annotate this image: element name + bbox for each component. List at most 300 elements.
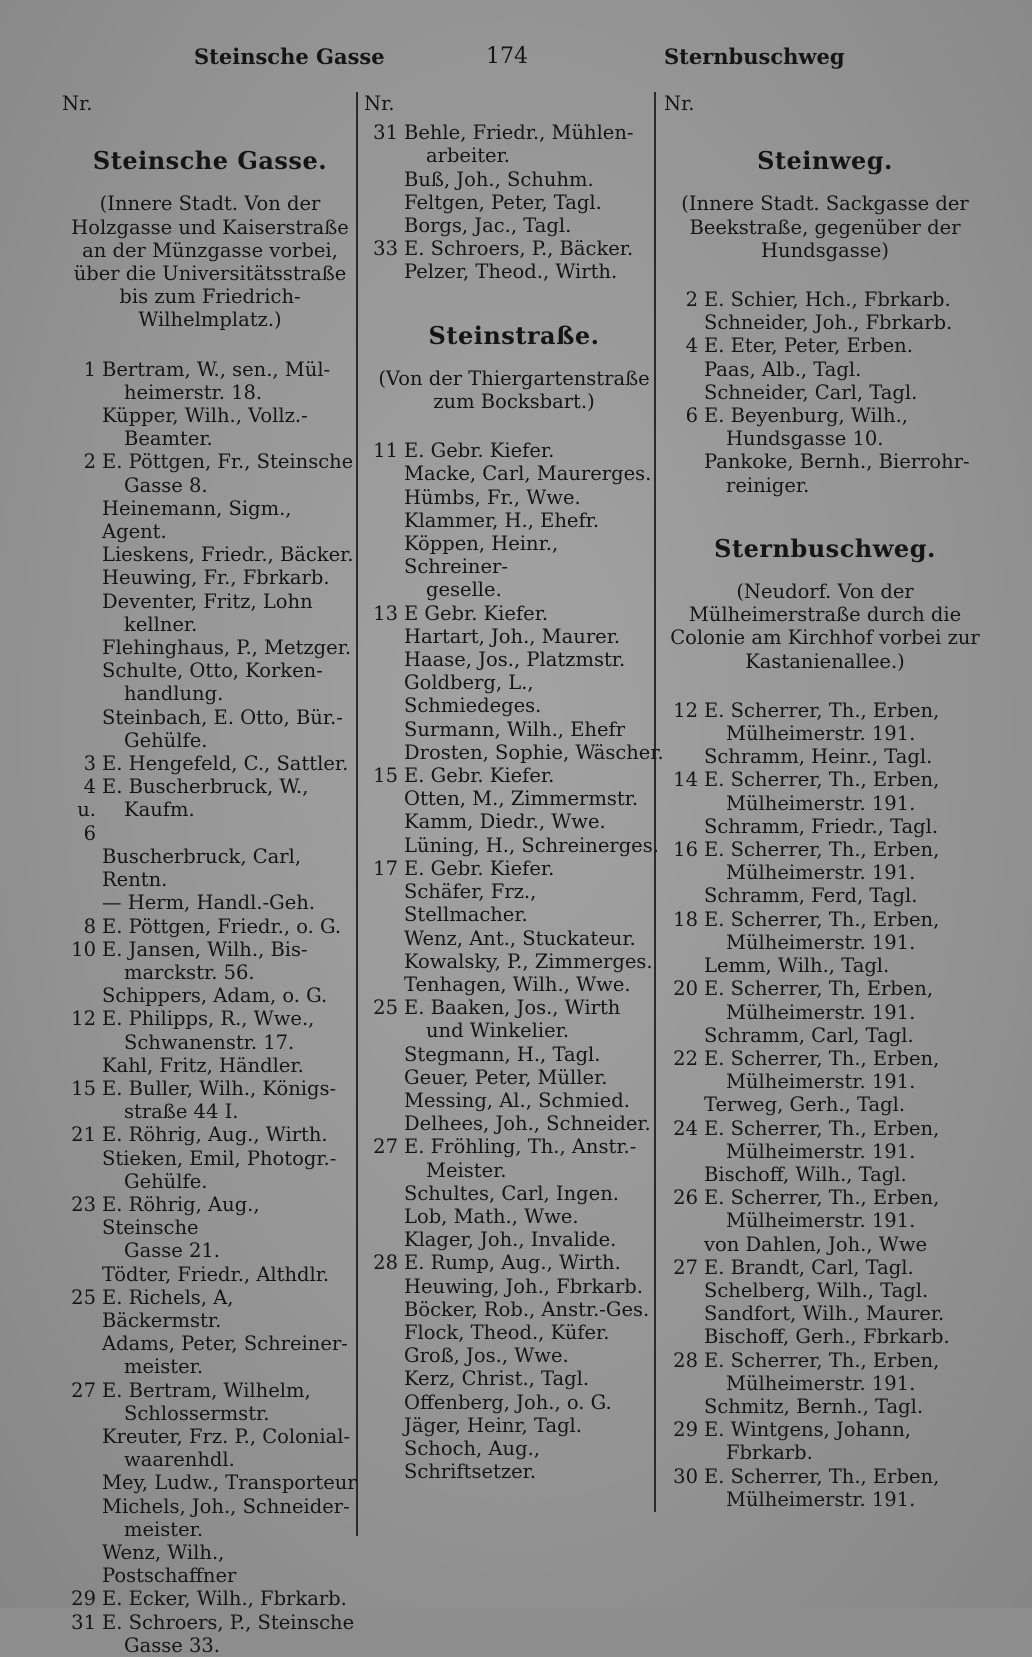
- street-section: [364, 320, 664, 1484]
- entry-line: Wenz, Ant., Stuckateur.: [404, 926, 636, 950]
- directory-entry: [62, 1147, 358, 1193]
- entry-text: [404, 625, 664, 648]
- directory-entry: [364, 1089, 664, 1112]
- entry-line: Stegmann, H., Tagl.: [404, 1042, 601, 1066]
- entry-line: Schultes, Carl, Ingen.: [404, 1181, 619, 1205]
- directory-entry: [664, 1395, 986, 1418]
- entry-continuation: Beamter.: [124, 427, 213, 451]
- entry-text: [404, 1089, 664, 1112]
- entry-text: [102, 1077, 358, 1123]
- entry-text: [102, 1123, 358, 1146]
- entry-continuation: Gasse 21.: [124, 1239, 220, 1263]
- entry-text: [404, 1182, 664, 1205]
- directory-entry: [664, 358, 986, 381]
- street-section: [664, 146, 986, 497]
- entry-line: E. Schier, Hch., Fbrkarb.: [704, 288, 951, 312]
- running-head-right: Sternbuschweg: [664, 44, 845, 69]
- directory-entry: [364, 1414, 664, 1437]
- directory-entry: [62, 590, 358, 636]
- entry-line: Behle, Friedr., Mühlen-: [404, 121, 634, 145]
- directory-entry: [664, 1186, 986, 1232]
- entry-line: Köppen, Heinr., Schreiner-: [404, 532, 559, 579]
- directory-entry: [62, 1263, 358, 1286]
- directory-entry: [664, 1117, 986, 1163]
- entry-line: Klager, Joh., Invalide.: [404, 1228, 617, 1252]
- entry-line: Mey, Ludw., Transporteur: [102, 1471, 357, 1495]
- directory-entry: [364, 509, 664, 532]
- entry-continuation: reiniger.: [726, 473, 810, 497]
- column-1: [62, 92, 358, 1657]
- entry-line: Kahl, Fritz, Händler.: [102, 1053, 304, 1077]
- column-3: [664, 92, 986, 1511]
- house-number: 29: [673, 1418, 698, 1442]
- house-number: 33: [373, 237, 398, 261]
- directory-entry: [62, 358, 358, 404]
- entry-continuation: Mülheimerstr. 191.: [726, 1070, 916, 1094]
- entry-text: [704, 908, 986, 954]
- entry-text: [704, 838, 986, 884]
- house-number: 4: [685, 334, 698, 358]
- entry-continuation: Mülheimerstr. 191.: [726, 1000, 916, 1024]
- entry-text: [704, 1349, 986, 1395]
- entry-text: [102, 1286, 358, 1332]
- entry-text: [404, 810, 664, 833]
- entry-continuation: Schwanenstr. 17.: [124, 1030, 295, 1054]
- entry-line: Schramm, Friedr., Tagl.: [704, 814, 939, 838]
- directory-entry: [364, 1251, 664, 1274]
- directory-entry: [62, 1193, 358, 1263]
- entry-line: E. Scherrer, Th., Erben,: [704, 1116, 940, 1140]
- directory-entry: [364, 1066, 664, 1089]
- directory-entry: [364, 260, 664, 283]
- entry-text: [102, 590, 358, 636]
- house-number: 2: [685, 288, 698, 312]
- directory-entry: [364, 880, 664, 926]
- house-number: 10: [71, 937, 96, 961]
- entry-continuation: arbeiter.: [426, 144, 510, 168]
- entry-line: Schäfer, Frz., Stellmacher.: [404, 880, 537, 927]
- entry-line: E. Scherrer, Th., Erben,: [704, 698, 940, 722]
- entry-line: E. Scherrer, Th., Erben,: [704, 1046, 940, 1070]
- entry-line: Schramm, Carl, Tagl.: [704, 1023, 914, 1047]
- entry-text: [404, 1367, 664, 1390]
- directory-entry: [364, 787, 664, 810]
- entry-text: [102, 404, 358, 450]
- entry-continuation: Mülheimerstr. 191.: [726, 791, 916, 815]
- directory-entry: [664, 288, 986, 311]
- entry-text: [102, 1332, 358, 1378]
- directory-entry: [364, 168, 664, 191]
- entry-text: [102, 845, 358, 891]
- entry-text: [404, 1391, 664, 1414]
- entry-text: [704, 1093, 986, 1116]
- entry-text: [404, 462, 664, 485]
- directory-entry: [664, 1163, 986, 1186]
- entry-line: E. Hengefeld, C., Sattler.: [102, 752, 349, 776]
- house-number: 28: [373, 1251, 398, 1275]
- directory-entry: [62, 1007, 358, 1053]
- entry-line: Tödter, Friedr., Althdlr.: [102, 1262, 330, 1286]
- house-number: 15: [373, 764, 398, 788]
- directory-entry: [364, 532, 664, 602]
- entry-line: Hartart, Joh., Maurer.: [404, 624, 621, 648]
- directory-entry: [62, 543, 358, 566]
- directory-entry: [664, 1465, 986, 1511]
- house-number: 11: [373, 439, 398, 463]
- directory-entry: [664, 954, 986, 977]
- entry-line: E. Scherrer, Th., Erben,: [704, 1348, 940, 1372]
- entry-line: Messing, Al., Schmied.: [404, 1088, 630, 1112]
- entry-line: Terweg, Gerh., Tagl.: [704, 1093, 906, 1117]
- directory-entry: [62, 404, 358, 450]
- house-number: 27: [71, 1378, 96, 1402]
- directory-entry: [664, 1349, 986, 1395]
- directory-entry: [364, 237, 664, 260]
- directory-entry: [364, 1275, 664, 1298]
- entry-line: E. Beyenburg, Wilh.,: [704, 404, 908, 428]
- entry-text: [102, 659, 358, 705]
- entry-line: Goldberg, L., Schmiedeges.: [404, 671, 542, 718]
- entry-text: [404, 973, 664, 996]
- entry-text: [102, 938, 358, 984]
- entry-text: [404, 168, 664, 191]
- directory-entry: [664, 404, 986, 450]
- entry-text: [404, 1298, 664, 1321]
- entry-text: [102, 1007, 358, 1053]
- entry-line: Otten, M., Zimmermstr.: [404, 787, 639, 811]
- directory-entry: [62, 775, 358, 845]
- entry-text: [102, 1425, 358, 1471]
- entry-line: Kerz, Christ., Tagl.: [404, 1367, 590, 1391]
- entry-line: E. Jansen, Wilh., Bis-: [102, 937, 308, 961]
- entry-continuation: Mülheimerstr. 191.: [726, 722, 916, 746]
- street-section: [364, 121, 664, 283]
- entry-text: [102, 1541, 358, 1587]
- entry-line: Bischoff, Gerh., Fbrkarb.: [704, 1325, 950, 1349]
- entry-text: [404, 996, 664, 1042]
- entry-text: [704, 1418, 986, 1464]
- entry-line: Bertram, W., sen., Mül-: [102, 357, 331, 381]
- directory-entry: [664, 815, 986, 838]
- directory-entry: [62, 1054, 358, 1077]
- entry-line: Schramm, Heinr., Tagl.: [704, 745, 933, 769]
- entry-continuation: heimerstr. 18.: [124, 380, 263, 404]
- house-number: 30: [673, 1464, 698, 1488]
- directory-entry: [62, 915, 358, 938]
- street-title: Steinstraße.: [428, 320, 600, 350]
- entry-text: [102, 752, 358, 775]
- entry-text: [704, 699, 986, 745]
- directory-entry: [364, 950, 664, 973]
- entry-continuation: Mülheimerstr. 191.: [726, 1139, 916, 1163]
- entry-line: E Gebr. Kiefer.: [404, 601, 549, 625]
- directory-entry: [664, 977, 986, 1023]
- entry-line: Kreuter, Frz. P., Colonial-: [102, 1424, 351, 1448]
- entry-text: [404, 214, 664, 237]
- column-2: [364, 92, 664, 1483]
- entry-text: [704, 1302, 986, 1325]
- entry-text: [404, 1251, 664, 1274]
- entry-line: E. Scherrer, Th., Erben,: [704, 768, 940, 792]
- entry-continuation: Mülheimerstr. 191.: [726, 861, 916, 885]
- entry-line: Stieken, Emil, Photogr.-: [102, 1146, 337, 1170]
- entry-text: [404, 718, 664, 741]
- column-nr-label: Nr.: [664, 92, 695, 115]
- directory-entry: [664, 1047, 986, 1093]
- entry-line: E. Schroers, P., Steinsche: [102, 1610, 355, 1634]
- entry-text: [404, 671, 664, 717]
- house-number: 31: [71, 1610, 96, 1634]
- entry-line: Adams, Peter, Schreiner-: [102, 1332, 348, 1356]
- directory-entry: [62, 1541, 358, 1587]
- entry-line: E. Rump, Aug., Wirth.: [404, 1251, 621, 1275]
- entry-line: Geuer, Peter, Müller.: [404, 1065, 608, 1089]
- street-title: Sternbuschweg.: [714, 533, 936, 563]
- house-number: 29: [71, 1587, 96, 1611]
- house-number: 21: [71, 1123, 96, 1147]
- entry-continuation: marckstr. 56.: [124, 960, 255, 984]
- entry-line: E. Gebr. Kiefer.: [404, 764, 555, 788]
- entry-continuation: Mülheimerstr. 191.: [726, 1209, 916, 1233]
- directory-entry: [364, 834, 664, 857]
- entry-text: [704, 1117, 986, 1163]
- directory-entry: [664, 1093, 986, 1116]
- entry-text: [704, 450, 986, 496]
- directory-entry: [62, 1286, 358, 1332]
- directory-entry: [62, 1077, 358, 1123]
- street-title: Steinweg.: [757, 146, 893, 176]
- entry-line: Flehinghaus, P., Metzger.: [102, 636, 352, 660]
- entry-text: [404, 648, 664, 671]
- directory-entry: [62, 1495, 358, 1541]
- entry-line: Buß, Joh., Schuhm.: [404, 167, 594, 191]
- directory-entry: [664, 381, 986, 404]
- entry-text: [404, 857, 664, 880]
- entry-continuation: Mülheimerstr. 191.: [726, 1487, 916, 1511]
- house-number: 26: [673, 1186, 698, 1210]
- entry-text: [404, 1228, 664, 1251]
- entry-text: [404, 1414, 664, 1437]
- entry-line: Borgs, Jac., Tagl.: [404, 214, 572, 238]
- entry-text: [102, 358, 358, 404]
- entry-line: Schulte, Otto, Korken-: [102, 659, 323, 683]
- entry-line: Delhees, Joh., Schneider.: [404, 1112, 651, 1136]
- entry-text: [404, 1043, 664, 1066]
- entry-text: [102, 450, 358, 496]
- entry-line: Schneider, Carl, Tagl.: [704, 380, 918, 404]
- entry-line: Steinbach, E. Otto, Bür.-: [102, 705, 343, 729]
- house-number: 1: [83, 357, 96, 381]
- street-description: (Innere Stadt. Sackgasse der Beekstraße, gegenüber der Hundsgasse): [681, 192, 969, 262]
- entry-line: Böcker, Rob., Anstr.-Ges.: [404, 1297, 650, 1321]
- house-number: 25: [71, 1285, 96, 1309]
- entry-continuation: Mülheimerstr. 191.: [726, 1371, 916, 1395]
- entry-line: Wenz, Wilh., Postschaffner: [102, 1540, 237, 1588]
- house-number: 12: [71, 1007, 96, 1031]
- entry-line: E. Scherrer, Th., Erben,: [704, 907, 940, 931]
- entry-line: von Dahlen, Joh., Wwe: [704, 1232, 928, 1256]
- street-description: (Innere Stadt. Von der Holzgasse und Kaiserstraße an der Münzgasse vorbei, über die Universitätsstraße bis zum Friedrich-Wilhelmplatz.): [71, 192, 349, 332]
- house-number: 23: [71, 1192, 96, 1216]
- entry-line: E. Scherrer, Th., Erben,: [704, 1186, 940, 1210]
- entry-text: [704, 977, 986, 1023]
- entry-line: — Herm, Handl.-Geh.: [102, 891, 316, 915]
- entry-text: [404, 950, 664, 973]
- directory-entry: [664, 311, 986, 334]
- entry-continuation: meister.: [124, 1355, 204, 1379]
- street-description: (Von der Thiergartenstraße zum Bocksbart.): [378, 366, 650, 414]
- entry-line: Kamm, Diedr., Wwe.: [404, 810, 606, 834]
- entry-text: [704, 1279, 986, 1302]
- entry-text: [704, 1186, 986, 1232]
- entry-line: Drosten, Sophie, Wäscher.: [404, 740, 664, 764]
- entry-text: [404, 1321, 664, 1344]
- entry-text: [704, 1233, 986, 1256]
- entry-continuation: straße 44 I.: [124, 1100, 239, 1124]
- entry-text: [404, 1344, 664, 1367]
- entry-text: [404, 927, 664, 950]
- entry-text: [404, 260, 664, 283]
- entry-line: E. Buscherbruck, W.,: [102, 775, 309, 799]
- directory-entry: [62, 752, 358, 775]
- entry-text: [404, 1275, 664, 1298]
- entry-continuation: Gasse 8.: [124, 473, 208, 497]
- directory-entry: [664, 838, 986, 884]
- entry-text: [704, 404, 986, 450]
- entry-line: E. Wintgens, Johann,: [704, 1418, 912, 1442]
- entry-continuation: Hundsgasse 10.: [726, 427, 884, 451]
- directory-entry: [62, 891, 358, 914]
- entry-line: Küpper, Wilh., Vollz.-: [102, 404, 308, 428]
- entry-text: [704, 288, 986, 311]
- directory-entry: [364, 121, 664, 167]
- entry-text: [404, 439, 664, 462]
- entry-text: [102, 915, 358, 938]
- entry-text: [404, 834, 664, 857]
- directory-entry: [364, 191, 664, 214]
- directory-entry: [664, 1256, 986, 1279]
- entry-continuation: meister.: [124, 1517, 204, 1541]
- entry-text: [102, 1147, 358, 1193]
- entry-text: [704, 954, 986, 977]
- entry-line: Paas, Alb., Tagl.: [704, 357, 862, 381]
- street-title: Steinsche Gasse.: [92, 146, 328, 176]
- entry-line: E. Gebr. Kiefer.: [404, 439, 555, 463]
- directory-entry: [664, 1302, 986, 1325]
- directory-entry: [62, 659, 358, 705]
- house-number: 14: [673, 768, 698, 792]
- street-section: [62, 146, 358, 1657]
- entry-line: Offenberg, Joh., o. G.: [404, 1390, 612, 1414]
- directory-entry: [62, 706, 358, 752]
- entry-line: E. Richels, A, Bäckermstr.: [102, 1285, 234, 1332]
- entry-line: E. Schroers, P., Bäcker.: [404, 237, 634, 261]
- entry-text: [404, 764, 664, 787]
- house-number: 18: [673, 907, 698, 931]
- entry-text: [102, 984, 358, 1007]
- entry-text: [404, 602, 664, 625]
- entry-line: Macke, Carl, Maurerges.: [404, 462, 652, 486]
- entry-text: [704, 1325, 986, 1348]
- house-number: 16: [673, 838, 698, 862]
- directory-entry: [664, 908, 986, 954]
- entry-line: Lemm, Wilh., Tagl.: [704, 954, 890, 978]
- entry-text: [704, 768, 986, 814]
- entry-line: Pelzer, Theod., Wirth.: [404, 260, 618, 284]
- entry-line: E. Ecker, Wilh., Fbrkarb.: [102, 1587, 347, 1611]
- entry-line: Klammer, H., Ehefr.: [404, 508, 600, 532]
- directory-entry: [62, 636, 358, 659]
- directory-entry: [62, 1332, 358, 1378]
- entry-line: E. Pöttgen, Fr., Steinsche: [102, 450, 354, 474]
- entry-line: Haase, Jos., Platzmstr.: [404, 648, 626, 672]
- directory-entry: [62, 450, 358, 496]
- entry-text: [404, 1112, 664, 1135]
- directory-entry: [664, 1279, 986, 1302]
- entry-text: [704, 1256, 986, 1279]
- directory-entry: [364, 1043, 664, 1066]
- entry-text: [102, 1379, 358, 1425]
- directory-entry: [364, 973, 664, 996]
- entry-line: Schelberg, Wilh., Tagl.: [704, 1278, 929, 1302]
- entry-continuation: Gehülfe.: [124, 728, 208, 752]
- house-number: 13: [373, 601, 398, 625]
- directory-entry: [62, 1587, 358, 1610]
- entry-line: Bischoff, Wilh., Tagl.: [704, 1162, 907, 1186]
- directory-entry: [364, 1228, 664, 1251]
- entry-line: Buscherbruck, Carl, Rentn.: [102, 844, 302, 892]
- directory-entry: [364, 1391, 664, 1414]
- entry-text: [704, 311, 986, 334]
- entry-text: [704, 884, 986, 907]
- entry-text: [102, 775, 358, 821]
- entry-text: [404, 741, 664, 764]
- directory-entry: [364, 857, 664, 880]
- entry-text: [404, 532, 664, 602]
- entry-line: Schramm, Ferd, Tagl.: [704, 884, 918, 908]
- entry-line: Heuwing, Joh., Fbrkarb.: [404, 1274, 643, 1298]
- entry-text: [102, 1611, 358, 1657]
- entry-continuation: Meister.: [426, 1158, 507, 1182]
- entry-line: Sandfort, Wilh., Maurer.: [704, 1302, 945, 1326]
- entry-line: Lob, Math., Wwe.: [404, 1204, 579, 1228]
- entry-line: E. Pöttgen, Friedr., o. G.: [102, 914, 342, 938]
- entry-text: [404, 787, 664, 810]
- entry-text: [102, 1587, 358, 1610]
- directory-entry: [62, 845, 358, 891]
- directory-entry: [364, 1182, 664, 1205]
- directory-entry: [364, 741, 664, 764]
- entry-line: Surmann, Wilh., Ehefr: [404, 717, 626, 741]
- house-number: 15: [71, 1076, 96, 1100]
- entry-continuation: Kaufm.: [124, 798, 195, 822]
- entry-line: E. Röhrig, Aug., Steinsche: [102, 1192, 260, 1240]
- house-number: 20: [673, 977, 698, 1001]
- entry-line: E. Fröhling, Th., Anstr.-: [404, 1135, 637, 1159]
- directory-entry: [364, 1298, 664, 1321]
- house-number: 28: [673, 1348, 698, 1372]
- entry-text: [404, 237, 664, 260]
- entry-continuation: kellner.: [124, 612, 198, 636]
- entry-line: Heinemann, Sigm., Agent.: [102, 496, 292, 544]
- entry-line: Groß, Jos., Wwe.: [404, 1344, 569, 1368]
- directory-entry: [364, 439, 664, 462]
- directory-entry: [62, 497, 358, 543]
- entry-text: [704, 1465, 986, 1511]
- directory-entry: [664, 884, 986, 907]
- entry-text: [102, 1193, 358, 1263]
- running-head-left: Steinsche Gasse: [194, 44, 385, 69]
